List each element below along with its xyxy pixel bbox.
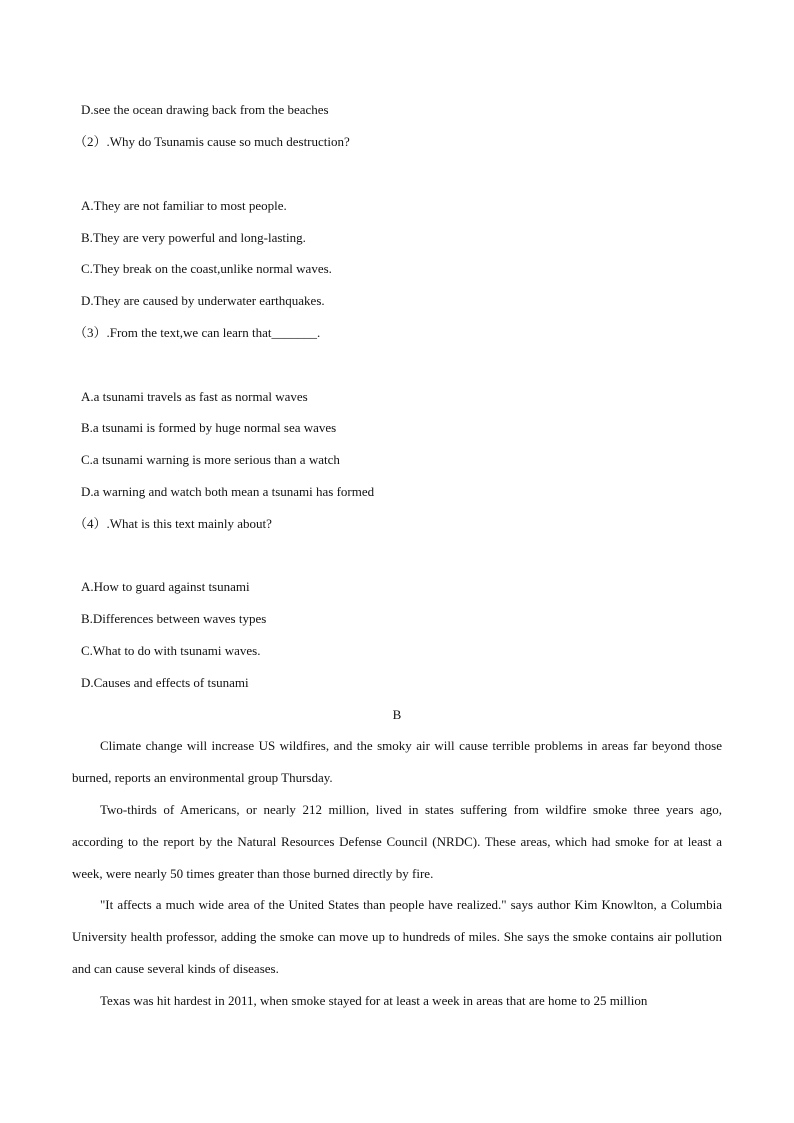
q4-option-d: D.Causes and effects of tsunami	[81, 675, 249, 690]
q4-option-b: B.Differences between waves types	[81, 611, 267, 626]
passage-b-paragraph-1: Climate change will increase US wildfires, and the smoky air will cause terrible problems in areas far beyond those burned, reports an environmental group Thursday.	[72, 738, 722, 785]
q2-option-c: C.They break on the coast,unlike normal waves.	[81, 261, 332, 276]
passage-b-paragraph-3: "It affects a much wide area of the United States than people have realized." says author Kim Knowlton, a Columbia University health professor, adding the smoke can move up to hundreds of miles. She says the smoke contains air pollution and can cause several kinds of diseases.	[72, 897, 722, 976]
question-3-stem: （3）.From the text,we can learn that_______.	[74, 325, 321, 340]
q3-option-c: C.a tsunami warning is more serious than a watch	[81, 452, 340, 467]
passage-b-paragraph-4: Texas was hit hardest in 2011, when smoke stayed for at least a week in areas that are home to 25 million	[100, 993, 648, 1008]
q4-option-c: C.What to do with tsunami waves.	[81, 643, 261, 658]
q2-option-d: D.They are caused by underwater earthquakes.	[81, 293, 325, 308]
q2-option-a: A.They are not familiar to most people.	[81, 198, 287, 213]
q3-option-b: B.a tsunami is formed by huge normal sea waves	[81, 420, 337, 435]
q1-option-d: D.see the ocean drawing back from the beaches	[81, 102, 329, 117]
q4-option-a: A.How to guard against tsunami	[81, 579, 250, 594]
question-4-stem: （4）.What is this text mainly about?	[74, 516, 272, 531]
question-2-stem: （2）.Why do Tsunamis cause so much destruction?	[74, 134, 350, 149]
passage-b-heading: B	[392, 707, 402, 722]
passage-b-paragraph-2: Two-thirds of Americans, or nearly 212 million, lived in states suffering from wildfire smoke three years ago, according to the report by the Natural Resources Defense Council (NRDC). These areas, which had smoke for at least a week, were nearly 50 times greater than those burned directly by fire.	[72, 802, 722, 881]
q3-option-d: D.a warning and watch both mean a tsunami has formed	[81, 484, 375, 499]
q3-option-a: A.a tsunami travels as fast as normal waves	[81, 389, 308, 404]
q2-option-b: B.They are very powerful and long-lasting.	[81, 230, 306, 245]
